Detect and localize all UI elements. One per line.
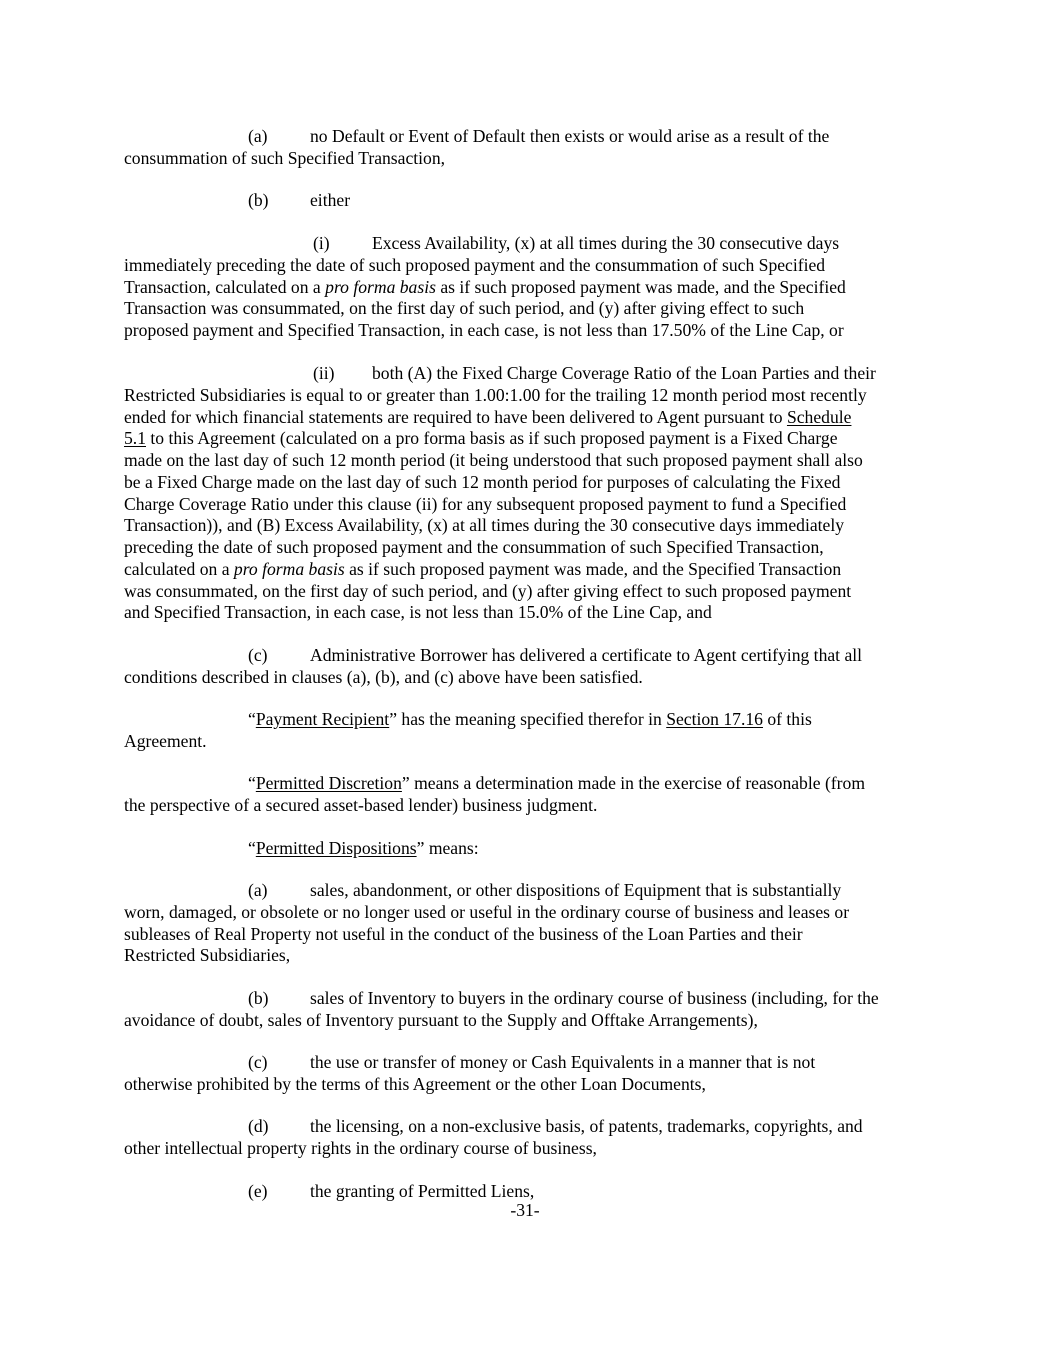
defined-term: 5.1	[124, 428, 146, 449]
text-line	[310, 125, 829, 147]
text-line	[124, 493, 846, 515]
clause-label: (a)	[248, 880, 268, 900]
text-segment: ” has the meaning specified therefor in	[389, 709, 667, 729]
text-segment: ” means:	[416, 838, 479, 858]
text-segment: and Specified Transaction, in each case, is not less than 15.0% of the Line Cap, and	[124, 602, 712, 623]
text-segment: sales, abandonment, or other dispositions of Equipment that is substantially	[310, 880, 842, 900]
text-line	[124, 514, 844, 536]
clause-label: (a)	[248, 126, 268, 146]
italic-text: pro forma basis	[233, 558, 345, 579]
defined-term: Permitted Discretion	[255, 773, 402, 793]
text-line	[124, 276, 846, 298]
text-segment: the use or transfer of money or Cash Equivalents in a manner that is not	[310, 1052, 816, 1072]
text-line	[124, 558, 841, 580]
text-segment: as if such proposed payment was made, and the Specified Transaction	[344, 558, 842, 579]
text-line	[124, 601, 712, 623]
text-segment: ended for which financial statements are required to have been delivered to Agent pursuant to	[124, 406, 787, 427]
text-line	[124, 536, 824, 558]
text-segment: Charge Coverage Ratio under this clause (ii) for any subsequent proposed payment to fund a Specified	[124, 493, 847, 514]
text-segment: the perspective of a secured asset-based lender) business judgment.	[124, 794, 598, 815]
text-segment: calculated on a	[124, 558, 234, 579]
text-segment: made on the last day of such 12 month period (it being understood that such proposed payment shall also	[124, 450, 863, 470]
text-segment: as if such proposed payment was made, and the Specified	[435, 276, 846, 297]
text-line	[124, 1009, 758, 1031]
clause-label: (c)	[248, 645, 268, 665]
clause-label: (b)	[248, 988, 269, 1008]
text-segment: consummation of such Specified Transaction,	[124, 147, 446, 168]
text-line	[124, 944, 290, 966]
clause-label: (e)	[248, 1181, 268, 1201]
clause-label: (d)	[248, 1116, 269, 1136]
text-line	[124, 1073, 706, 1095]
text-line	[248, 772, 865, 794]
text-line	[124, 666, 643, 688]
text-segment: Agreement.	[124, 730, 207, 751]
text-segment: to this Agreement (calculated on a pro forma basis as if such proposed payment is a Fixed Charge	[146, 428, 838, 449]
text-segment: proposed payment and Specified Transaction, in each case, is not less than 17.50% of the Line Cap, or	[124, 320, 844, 340]
text-line	[124, 297, 804, 319]
page-number: -31-	[510, 1200, 540, 1220]
text-line	[310, 879, 841, 901]
text-segment: no Default or Event of Default then exists or would arise as a result of the	[310, 126, 830, 146]
text-line	[124, 471, 840, 493]
text-segment: other intellectual property rights in the ordinary course of business,	[124, 1137, 597, 1158]
text-line	[310, 189, 350, 211]
italic-text: pro forma basis	[325, 276, 436, 297]
defined-term: Payment Recipient	[255, 709, 390, 729]
defined-term: Schedule	[786, 406, 852, 427]
text-line	[310, 1051, 815, 1073]
text-line	[248, 708, 812, 730]
text-line	[124, 427, 838, 449]
text-segment: conditions described in clauses (a), (b), and (c) above have been satisfied.	[124, 666, 643, 687]
text-segment: Administrative Borrower has delivered a certificate to Agent certifying that all	[310, 645, 863, 665]
text-segment: Restricted Subsidiaries,	[124, 945, 291, 966]
text-segment: subleases of Real Property not useful in the conduct of the business of the Loan Parties and their	[124, 923, 803, 944]
text-line	[310, 644, 862, 666]
text-segment: “	[248, 838, 256, 858]
text-segment: be a Fixed Charge made on the last day of such 12 month period for purposes of calculating the Fixed	[124, 471, 841, 492]
text-segment: “	[248, 709, 256, 729]
defined-term: Section 17.16	[666, 709, 763, 729]
text-segment: Restricted Subsidiaries is equal to or greater than 1.00:1.00 for the trailing 12 month period most recently	[124, 384, 867, 405]
text-segment: “	[248, 773, 256, 793]
clause-label: (ii)	[313, 363, 335, 383]
clause-label: (b)	[248, 190, 269, 210]
text-segment: both (A) the Fixed Charge Coverage Ratio of the Loan Parties and their	[372, 363, 876, 383]
text-segment: sales of Inventory to buyers in the ordinary course of business (including, for the	[310, 988, 879, 1008]
text-line	[248, 837, 479, 859]
text-segment: avoidance of doubt, sales of Inventory pursuant to the Supply and Offtake Arrangements),	[124, 1009, 758, 1030]
text-line	[124, 449, 863, 471]
text-line	[124, 254, 825, 276]
text-segment: the granting of Permitted Liens,	[310, 1181, 535, 1201]
text-line	[310, 987, 879, 1009]
text-line	[124, 730, 207, 752]
text-segment: either	[310, 190, 351, 210]
text-line	[124, 384, 867, 406]
text-segment: otherwise prohibited by the terms of this Agreement or the other Loan Documents,	[124, 1073, 706, 1094]
text-segment: immediately preceding the date of such proposed payment and the consummation of such Specified	[124, 254, 826, 275]
text-segment: Transaction)), and (B) Excess Availability, (x) at all times during the 30 consecutive days immediately	[124, 515, 845, 536]
text-line	[124, 794, 597, 816]
text-line	[124, 406, 851, 428]
text-segment: the licensing, on a non-exclusive basis, of patents, trademarks, copyrights, and	[310, 1116, 863, 1136]
text-segment: Transaction was consummated, on the first day of such period, and (y) after giving effect to such	[124, 298, 805, 319]
text-segment: ” means a determination made in the exercise of reasonable (from	[401, 773, 866, 793]
text-segment: of this	[762, 709, 812, 729]
text-line	[124, 147, 445, 169]
text-line	[124, 923, 803, 945]
text-line	[124, 901, 849, 923]
text-segment: Excess Availability, (x) at all times during the 30 consecutive days	[372, 233, 840, 253]
text-line	[372, 232, 839, 254]
text-segment: was consummated, on the first day of such period, and (y) after giving effect to such proposed payment	[124, 580, 852, 601]
text-line	[372, 362, 876, 384]
clause-label: (i)	[313, 233, 330, 253]
defined-term: Permitted Dispositions	[255, 838, 417, 858]
text-line	[124, 1137, 597, 1159]
text-segment: worn, damaged, or obsolete or no longer used or useful in the ordinary course of business and leases or	[124, 901, 850, 922]
text-line	[124, 580, 851, 602]
text-line	[124, 319, 844, 341]
clause-label: (c)	[248, 1052, 268, 1072]
text-segment: Transaction, calculated on a	[124, 276, 326, 297]
text-segment: preceding the date of such proposed payment and the consummation of such Specified Transaction,	[124, 537, 824, 557]
text-line	[310, 1115, 863, 1137]
